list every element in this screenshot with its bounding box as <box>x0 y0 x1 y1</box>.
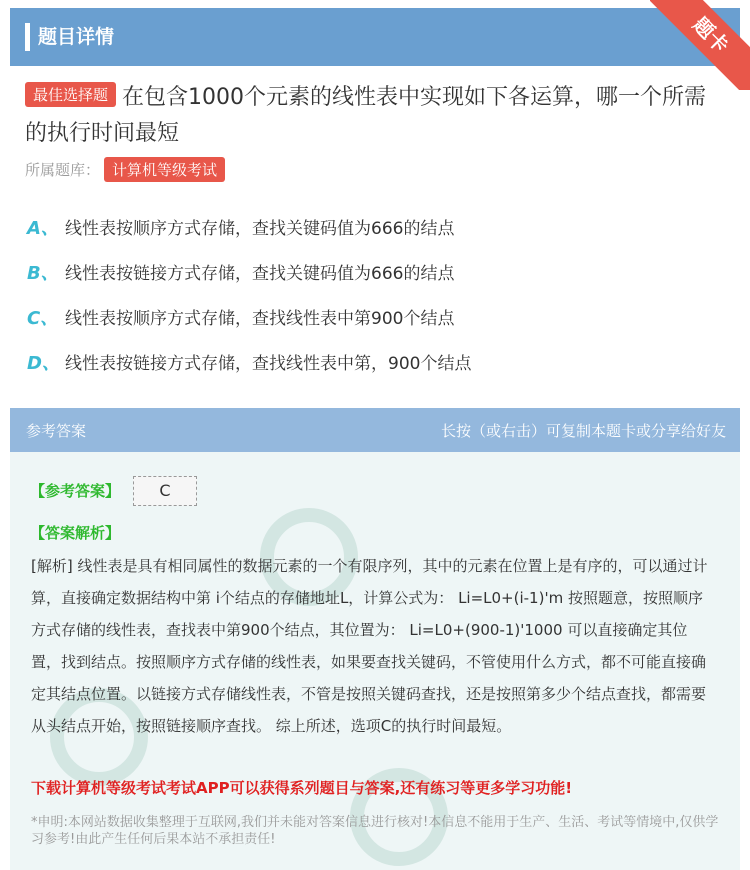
option-text: 线性表按链接方式存储，查找线性表中第，900个结点 <box>65 354 472 374</box>
app-promo-link[interactable]: 下载计算机等级考试考试APP可以获得系列题目与答案,还有练习等更多学习功能! <box>31 779 573 797</box>
option-letter: A、 <box>27 218 59 239</box>
bank-tag[interactable]: 计算机等级考试 <box>104 157 225 182</box>
bank-label: 所属题库： <box>25 161 101 179</box>
question-text: 在包含1000个元素的线性表中实现如下各运算，哪一个所需的执行时间最短 <box>25 85 707 146</box>
answer-header-title: 参考答案 <box>26 422 87 440</box>
disclaimer: *申明:本网站数据收集整理于互联网,我们并未能对答案信息进行核对!本信息不能用于生产、生活、考试等情境中,仅供学习参考!由此产生任何后果本站不承担责任! <box>31 815 719 847</box>
reference-answer-value: C <box>133 476 197 506</box>
option-letter: D、 <box>27 353 60 374</box>
question-type-badge: 最佳选择题 <box>25 82 116 107</box>
question-bank <box>25 157 225 182</box>
option-b[interactable] <box>27 259 454 285</box>
option-text: 线性表按顺序方式存储，查找线性表中第900个结点 <box>65 309 455 329</box>
option-c[interactable] <box>27 304 454 330</box>
page-title: 题目详情 <box>38 26 115 48</box>
ribbon-label: 题卡 <box>650 0 750 90</box>
page-header <box>10 8 740 66</box>
analysis-label: 【答案解析】 <box>30 524 121 542</box>
answer-header <box>10 408 740 452</box>
option-a[interactable] <box>27 214 454 240</box>
corner-ribbon <box>650 0 750 90</box>
share-hint: 长按（或右击）可复制本题卡或分享给好友 <box>440 422 726 440</box>
analysis-text: [解析] 线性表是具有相同属性的数据元素的一个有限序列，其中的元素在位置上是有序的，可以通过计算，直接确定数据结构中第 i个结点的存储地址L，计算公式为： Li=L0+(i-1)'m 按照题意，按照顺序方式存储的线性表，查找表中第900个结点，其位置为： Li=L0+(900-1)'1000 可以直接确定其位置，找到结点。按照顺序方式存储的线性表，如果要查找关键码，不管使用什么方式，都不可能直接确定其结点位置。以链接方式存储线性表，不管是按照关键码查找，还是按照第多少个结点查找，都需要从头结点开始，按照链接顺序查找。 综上所述，选项C的执行时间最短。 <box>31 557 708 735</box>
header-accent-bar <box>25 23 30 51</box>
reference-answer-label: 【参考答案】 <box>30 482 121 500</box>
option-d[interactable] <box>27 349 471 375</box>
option-letter: C、 <box>27 308 59 329</box>
option-text: 线性表按顺序方式存储，查找关键码值为666的结点 <box>65 219 455 239</box>
question-block <box>25 80 725 152</box>
option-text: 线性表按链接方式存储，查找关键码值为666的结点 <box>65 264 455 284</box>
option-letter: B、 <box>27 263 59 284</box>
